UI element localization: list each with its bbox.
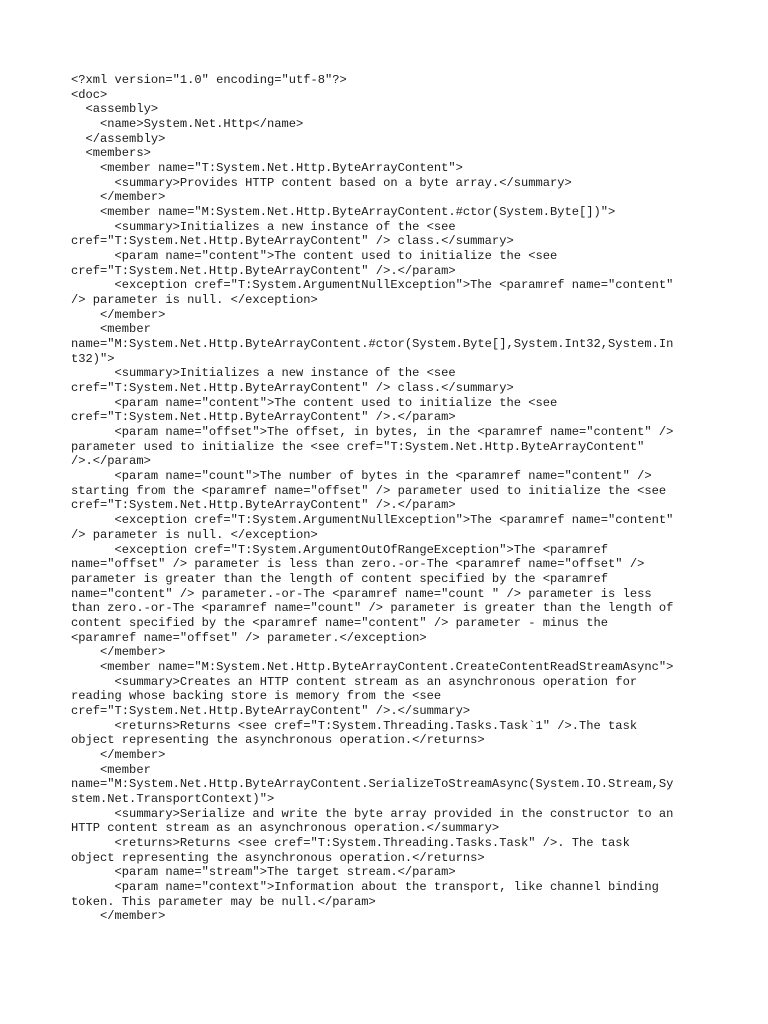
code-line: than zero.-or-The <paramref name="count" /> parameter is greater than the length of <box>71 601 674 616</box>
code-line: stem.Net.TransportContext)"> <box>71 791 275 806</box>
code-line: </member> <box>71 645 166 660</box>
code-line: cref="T:System.Net.Http.ByteArrayContent" />.</param> <box>71 263 456 278</box>
code-line: <returns>Returns <see cref="T:System.Threading.Tasks.Task" />. The task <box>71 835 630 850</box>
code-line: <exception cref="T:System.ArgumentOutOfRangeException">The <paramref <box>71 542 609 557</box>
code-line: <param name="count">The number of bytes in the <paramref name="content" /> <box>71 469 652 484</box>
code-line: <members> <box>71 146 151 161</box>
code-line: /> parameter is null. </exception> <box>71 527 318 542</box>
code-line: <returns>Returns <see cref="T:System.Threading.Tasks.Task`1" />.The task <box>71 718 638 733</box>
code-line: <summary>Initializes a new instance of the <see <box>71 219 456 234</box>
code-line: <paramref name="offset" /> parameter.</exception> <box>71 630 427 645</box>
code-line: <doc> <box>71 87 108 102</box>
code-line: cref="T:System.Net.Http.ByteArrayContent" /> class.</summary> <box>71 234 514 249</box>
code-line: <summary>Creates an HTTP content stream as an asynchronous operation for <box>71 674 638 689</box>
code-line: </member> <box>71 909 166 924</box>
code-line: parameter used to initialize the <see cref="T:System.Net.Http.ByteArrayContent" <box>71 439 645 454</box>
code-line: </assembly> <box>71 131 166 146</box>
code-line: </member> <box>71 190 166 205</box>
code-line: <param name="context">Information about the transport, like channel binding <box>71 879 659 894</box>
code-line: name="content" /> parameter.-or-The <paramref name="count " /> parameter is less <box>71 586 652 601</box>
code-line: cref="T:System.Net.Http.ByteArrayContent" />.</param> <box>71 410 456 425</box>
code-line: object representing the asynchronous operation.</returns> <box>71 850 485 865</box>
code-line: <member name="T:System.Net.Http.ByteArrayContent"> <box>71 161 463 176</box>
code-line: <member name="M:System.Net.Http.ByteArrayContent.#ctor(System.Byte[])"> <box>71 205 616 220</box>
code-line: <param name="content">The content used to initialize the <see <box>71 395 558 410</box>
code-line: </member> <box>71 747 166 762</box>
code-line: <member <box>71 762 151 777</box>
code-line: <param name="offset">The offset, in bytes, in the <paramref name="content" /> <box>71 425 674 440</box>
code-line: <name>System.Net.Http</name> <box>71 117 304 132</box>
code-line: <assembly> <box>71 102 159 117</box>
code-line: name="offset" /> parameter is less than zero.-or-The <paramref name="offset" /> <box>71 557 645 572</box>
code-line: content specified by the <paramref name="content" /> parameter - minus the <box>71 615 609 630</box>
code-line: cref="T:System.Net.Http.ByteArrayContent" />.</param> <box>71 498 456 513</box>
code-line: <param name="stream">The target stream.</param> <box>71 865 456 880</box>
code-line: <exception cref="T:System.ArgumentNullException">The <paramref name="content" <box>71 513 674 528</box>
code-line: <summary>Provides HTTP content based on a byte array.</summary> <box>71 175 572 190</box>
code-line: <member name="M:System.Net.Http.ByteArrayContent.CreateContentReadStreamAsync"> <box>71 659 674 674</box>
code-line: token. This parameter may be null.</param> <box>71 894 376 909</box>
code-line: cref="T:System.Net.Http.ByteArrayContent" /> class.</summary> <box>71 381 514 396</box>
code-line: name="M:System.Net.Http.ByteArrayContent.SerializeToStreamAsync(System.IO.Stream,Sy <box>71 777 674 792</box>
code-line: <summary>Serialize and write the byte array provided in the constructor to an <box>71 806 674 821</box>
code-line: </member> <box>71 307 166 322</box>
code-line: reading whose backing store is memory from the <see <box>71 689 442 704</box>
code-line: /> parameter is null. </exception> <box>71 293 318 308</box>
code-line: <summary>Initializes a new instance of the <see <box>71 366 456 381</box>
code-line: <param name="content">The content used to initialize the <see <box>71 249 558 264</box>
xml-code-listing <box>71 73 711 924</box>
code-line: HTTP content stream as an asynchronous operation.</summary> <box>71 821 500 836</box>
code-line: />.</param> <box>71 454 151 469</box>
code-line: name="M:System.Net.Http.ByteArrayContent.#ctor(System.Byte[],System.Int32,System.In <box>71 337 674 352</box>
code-line: cref="T:System.Net.Http.ByteArrayContent" />.</summary> <box>71 703 471 718</box>
code-line: <?xml version="1.0" encoding="utf-8"?> <box>71 73 347 87</box>
code-line: <exception cref="T:System.ArgumentNullException">The <paramref name="content" <box>71 278 674 293</box>
code-line: parameter is greater than the length of content specified by the <paramref <box>71 571 609 586</box>
code-line: object representing the asynchronous operation.</returns> <box>71 733 485 748</box>
code-line: <member <box>71 322 151 337</box>
code-line: starting from the <paramref name="offset" /> parameter used to initialize the <see <box>71 483 667 498</box>
code-line: t32)"> <box>71 351 115 366</box>
